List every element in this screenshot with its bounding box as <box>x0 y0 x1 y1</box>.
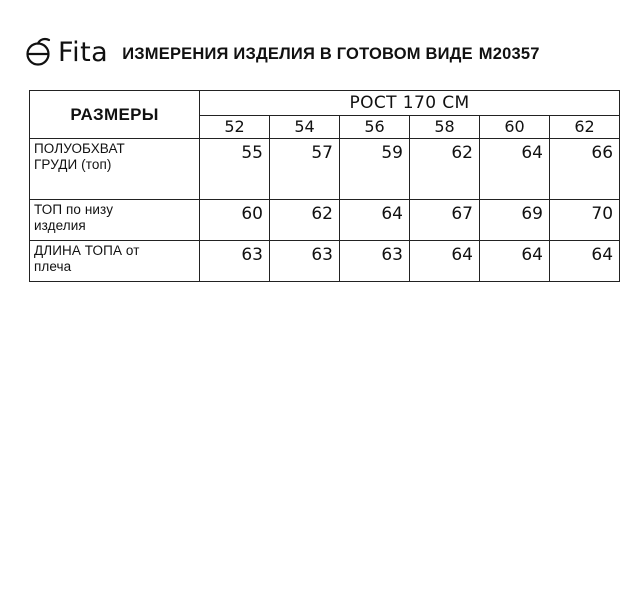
value-cell: 60 <box>200 200 270 241</box>
sizes-header: РАЗМЕРЫ <box>30 91 200 139</box>
page-header <box>24 34 540 70</box>
table-row <box>30 241 620 282</box>
size-header-cell: 52 <box>200 116 270 139</box>
row-label-line: ДЛИНА ТОПА от <box>34 243 140 258</box>
row-label <box>30 139 200 200</box>
value-cell: 57 <box>270 139 340 200</box>
document-title <box>122 45 539 64</box>
table-row <box>30 200 620 241</box>
value-cell: 63 <box>200 241 270 282</box>
size-header-cell: 58 <box>410 116 480 139</box>
value-cell: 64 <box>410 241 480 282</box>
logo-text: Fita <box>58 36 109 68</box>
value-cell: 64 <box>480 241 550 282</box>
row-label-line: изделия <box>34 218 86 233</box>
value-cell: 62 <box>270 200 340 241</box>
value-cell: 69 <box>480 200 550 241</box>
value-cell: 55 <box>200 139 270 200</box>
row-label <box>30 200 200 241</box>
table-header-row <box>30 91 620 116</box>
size-header-cell: 60 <box>480 116 550 139</box>
size-header-cell: 54 <box>270 116 340 139</box>
value-cell: 64 <box>340 200 410 241</box>
row-label-line: ПОЛУОБХВАТ <box>34 141 125 156</box>
value-cell: 62 <box>410 139 480 200</box>
value-cell: 64 <box>480 139 550 200</box>
row-label-line: ГРУДИ (топ) <box>34 157 112 172</box>
height-header: РОСТ 170 СМ <box>200 91 620 116</box>
table-row <box>30 139 620 200</box>
brand-logo <box>24 36 108 68</box>
value-cell: 63 <box>340 241 410 282</box>
title-text: ИЗМЕРЕНИЯ ИЗДЕЛИЯ В ГОТОВОМ ВИДЕ <box>122 44 473 63</box>
value-cell: 64 <box>550 241 620 282</box>
size-header-cell: 62 <box>550 116 620 139</box>
row-label-line: ТОП по низу <box>34 202 114 217</box>
measurements-table <box>29 90 620 282</box>
value-cell: 66 <box>550 139 620 200</box>
value-cell: 59 <box>340 139 410 200</box>
row-label-line: плеча <box>34 259 72 274</box>
value-cell: 70 <box>550 200 620 241</box>
fita-logo-icon <box>24 36 54 68</box>
value-cell: 63 <box>270 241 340 282</box>
value-cell: 67 <box>410 200 480 241</box>
size-header-cell: 56 <box>340 116 410 139</box>
model-code: M20357 <box>478 44 540 63</box>
row-label <box>30 241 200 282</box>
